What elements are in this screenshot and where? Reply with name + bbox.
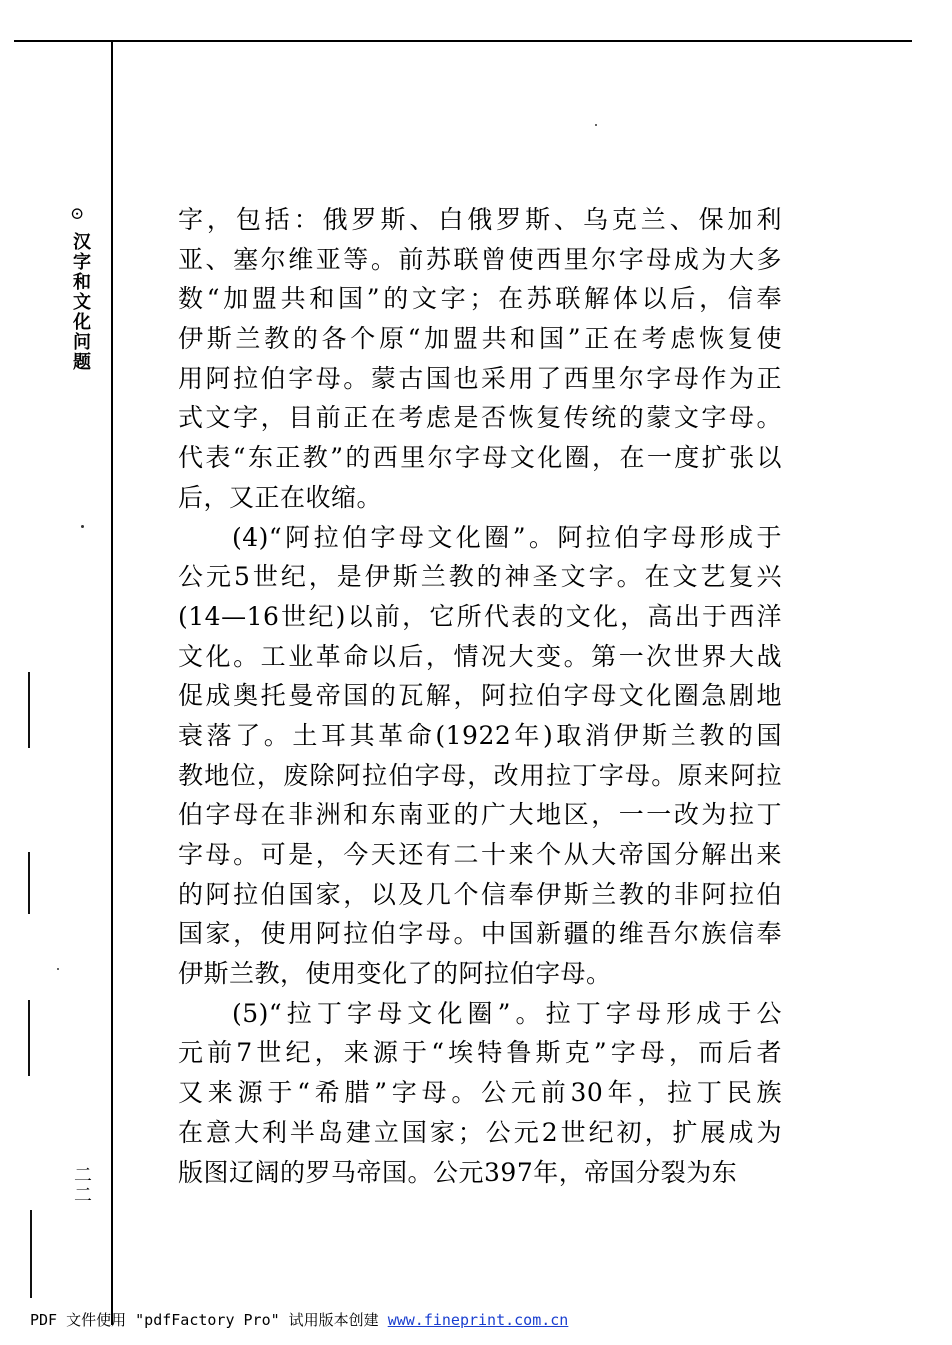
margin-mark (28, 852, 30, 914)
paragraph (178, 200, 782, 518)
scan-speck (81, 525, 84, 528)
text-line: 教地位，废除阿拉伯字母，改用拉丁字母。原来阿拉 (178, 760, 782, 790)
text-line: 衰落了。土耳其革命(1922年)取消伊斯兰教的国 (178, 720, 782, 750)
scan-speck (595, 124, 597, 126)
text-line: 数“加盟共和国”的文字；在苏联解体以后，信奉 (178, 284, 782, 314)
paragraph (178, 994, 782, 1192)
text-line: 伊斯兰教的各个原“加盟共和国”正在考虑恢复使 (178, 324, 782, 354)
text-line: 用阿拉伯字母。蒙古国也采用了西里尔字母作为正 (178, 363, 782, 393)
text-line: (4)“阿拉伯字母文化圈”。阿拉伯字母形成于 (232, 522, 782, 552)
text-line: 伯字母在非洲和东南亚的广大地区，一一改为拉丁 (178, 800, 782, 830)
text-line: 国家，使用阿拉伯字母。中国新疆的维吾尔族信奉 (178, 919, 782, 949)
text-line: 式文字，目前正在考虑是否恢复传统的蒙文字母。 (178, 403, 782, 433)
text-line: (14—16世纪)以前，它所代表的文化，高出于西洋 (178, 601, 782, 631)
text-line: 元前7世纪，来源于“埃特鲁斯克”字母，而后者 (178, 1038, 782, 1068)
paragraph (178, 518, 782, 994)
text-line: 版图辽阔的罗马帝国。公元397年，帝国分裂为东 (178, 1157, 738, 1187)
text-line: 亚、塞尔维亚等。前苏联曾使西里尔字母成为大多 (178, 244, 782, 274)
top-rule (14, 40, 912, 42)
text-line: 公元5世纪，是伊斯兰教的神圣文字。在文艺复兴 (178, 562, 782, 592)
text-line: 后，又正在收缩。 (178, 482, 383, 512)
text-line: 代表“东正教”的西里尔字母文化圈，在一度扩张以 (178, 443, 782, 473)
running-header-title: 汉字和文化问题 (70, 232, 91, 372)
text-line: 的阿拉伯国家，以及几个信奉伊斯兰教的非阿拉伯 (178, 879, 782, 909)
body-text (178, 200, 782, 1192)
gutter-rule (111, 40, 113, 1325)
text-line: 促成奥托曼帝国的瓦解，阿拉伯字母文化圈急剧地 (178, 681, 782, 711)
footer-text: PDF 文件使用 "pdfFactory Pro" 试用版本创建 (30, 1311, 388, 1329)
text-line: 文化。工业革命以后，情况大变。第一次世界大战 (178, 641, 782, 671)
margin-mark (30, 1210, 32, 1298)
text-line: 字母。可是，今天还有二十来个从大帝国分解出来 (178, 840, 782, 869)
text-line: 伊斯兰教，使用变化了的阿拉伯字母。 (178, 959, 612, 989)
footer-link[interactable]: www.fineprint.com.cn (387, 1311, 569, 1329)
section-marker-icon: ⊙ (70, 204, 85, 224)
margin-mark (28, 1000, 30, 1076)
scan-speck (57, 968, 59, 970)
page-number: 二二 (71, 1165, 92, 1205)
margin-mark (28, 672, 30, 748)
text-line: 字，包括：俄罗斯、白俄罗斯、乌克兰、保加利 (178, 205, 782, 234)
text-line: (5)“拉丁字母文化圈”。拉丁字母形成于公 (232, 998, 782, 1028)
pdf-footer (30, 1310, 568, 1330)
text-line: 又来源于“希腊”字母。公元前30年，拉丁民族 (178, 1078, 782, 1108)
text-line: 在意大利半岛建立国家；公元2世纪初，扩展成为 (178, 1117, 782, 1147)
